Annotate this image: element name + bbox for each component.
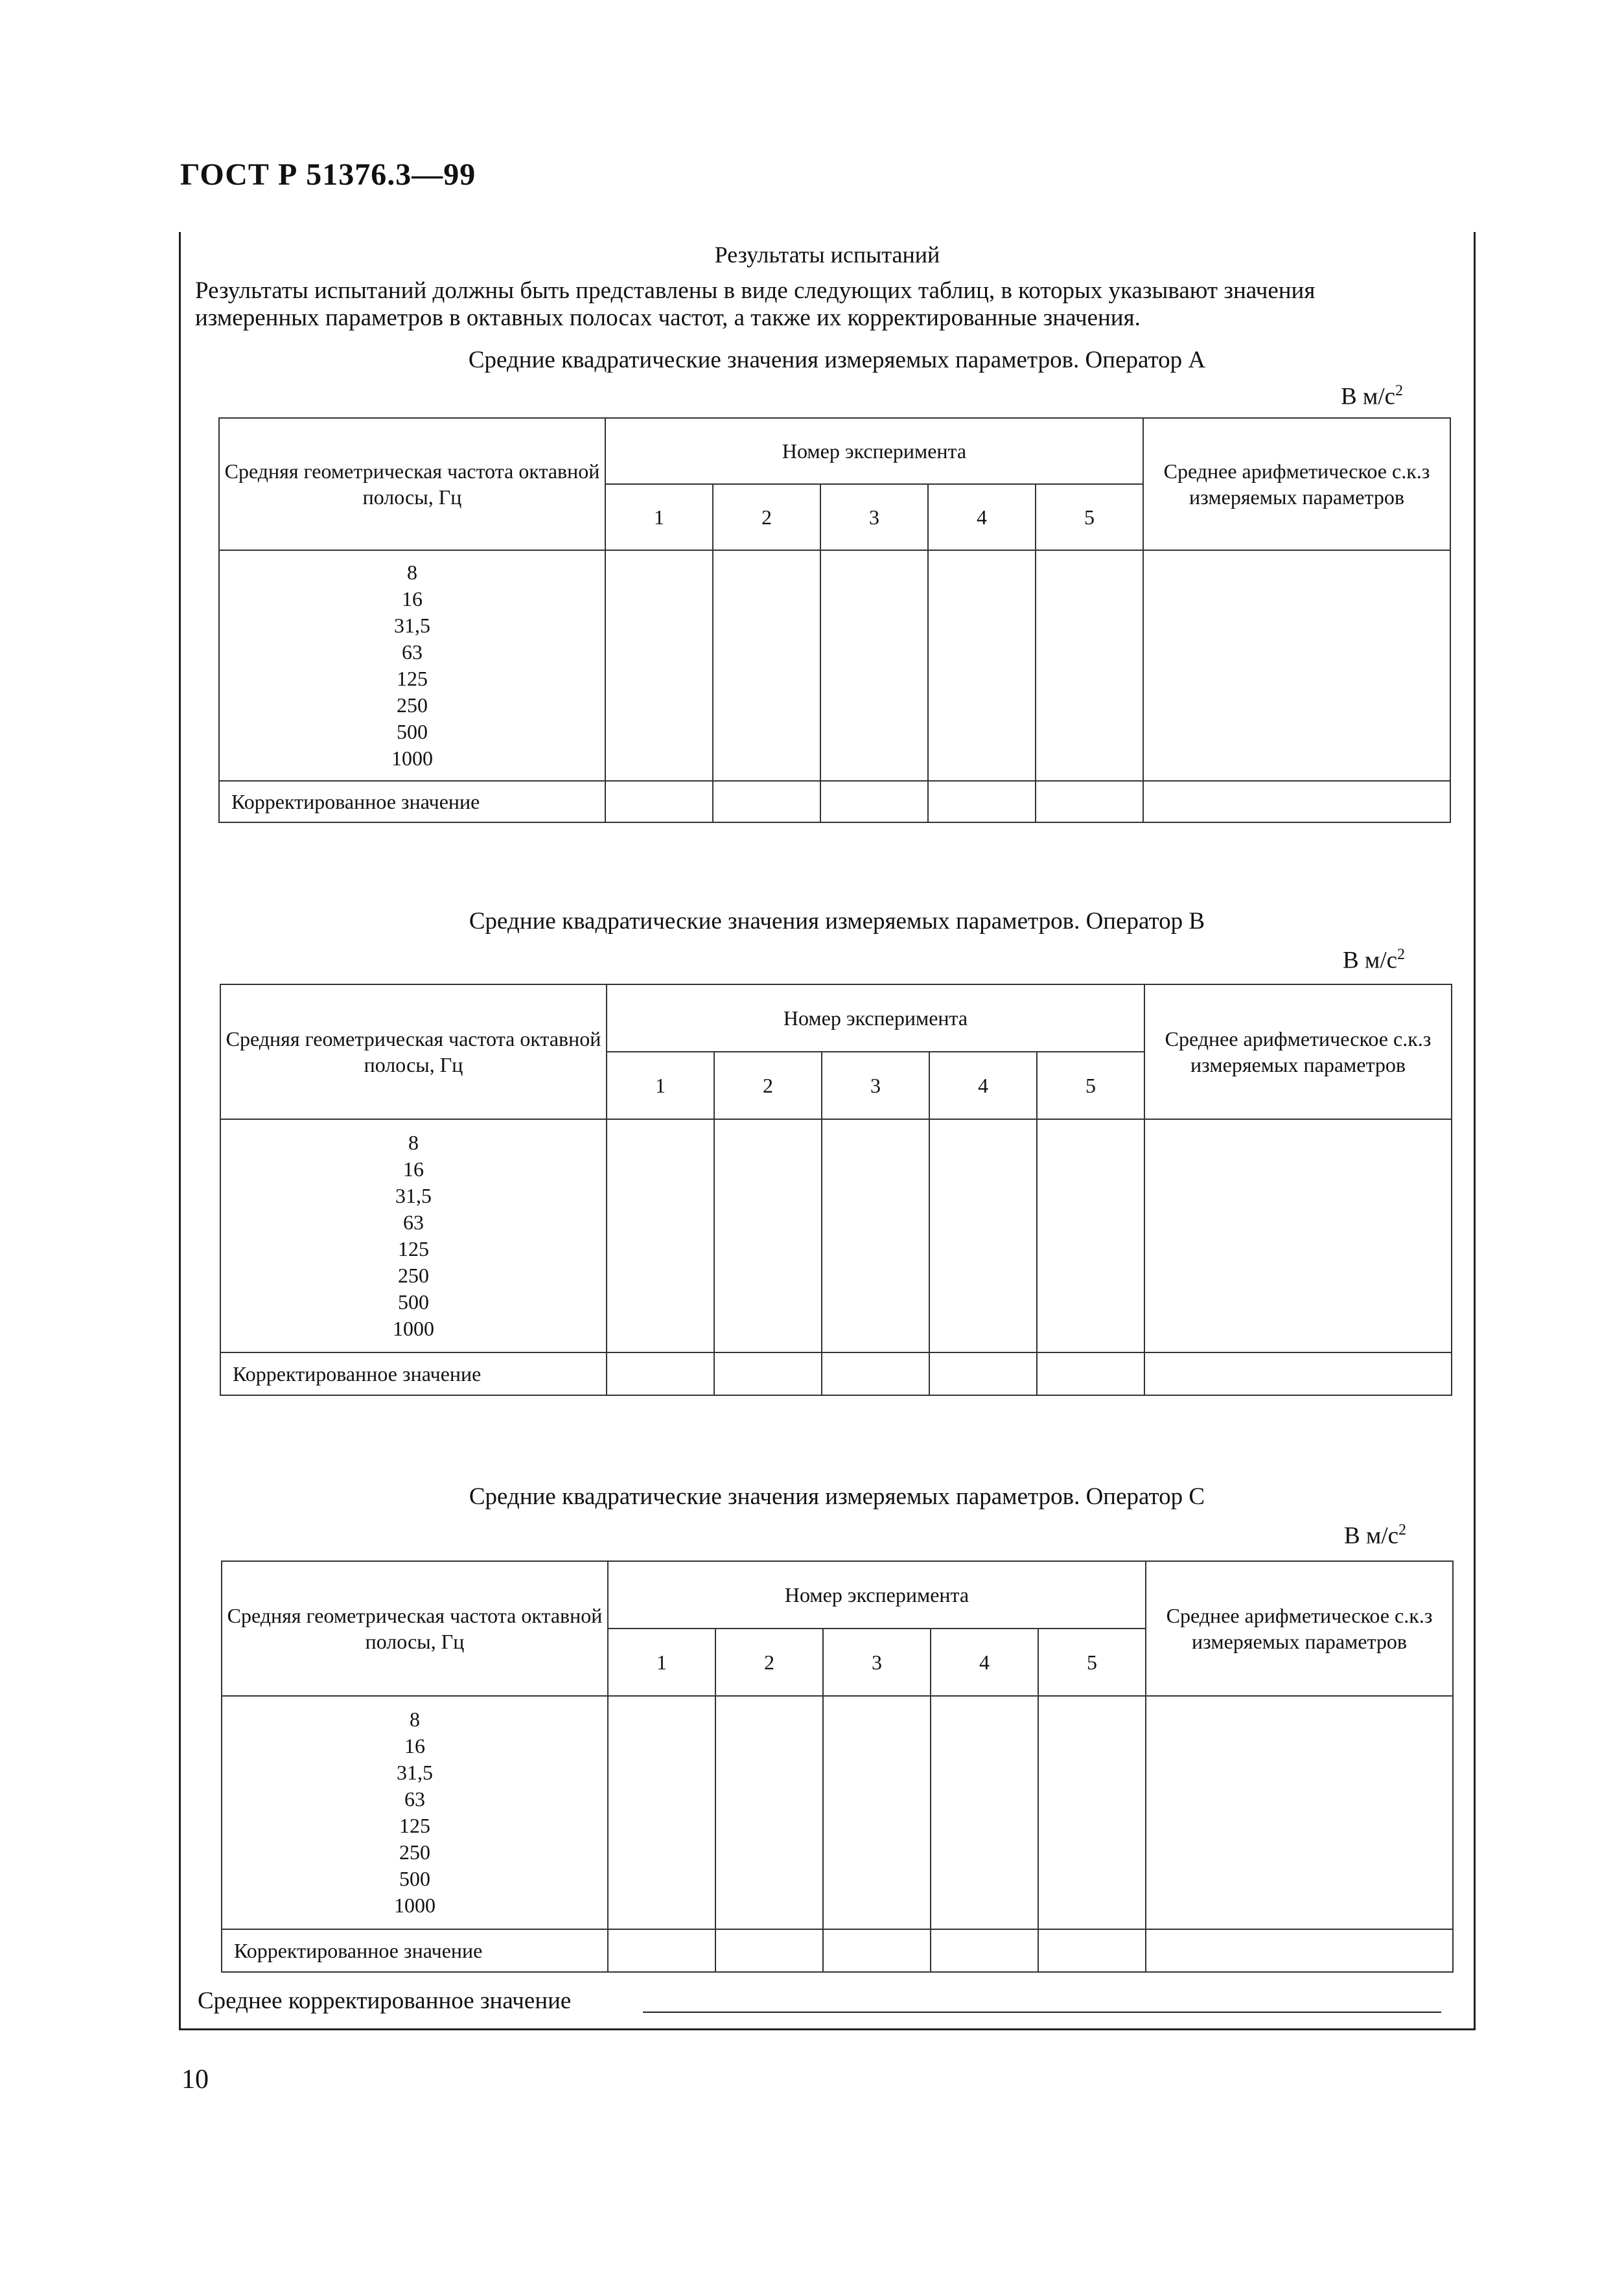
average-column-header: Среднее арифметическое с.к.з измеряемых параметров	[1146, 1561, 1453, 1696]
experiment-number: 1	[608, 1629, 715, 1696]
average-column-header: Среднее арифметическое с.к.з измеряемых параметров	[1144, 984, 1452, 1119]
table-caption-a: Средние квадратические значения измеряемых параметров. Оператор А	[468, 347, 1206, 373]
results-table-operator-b	[220, 984, 1452, 1396]
value-cell	[1037, 1119, 1144, 1352]
unit-label-c: В $м/с^2$	[1344, 1522, 1407, 1549]
value-cell	[823, 1696, 931, 1929]
experiment-number: 4	[929, 1052, 1037, 1119]
value-cell	[931, 1696, 1038, 1929]
experiment-header: Номер эксперимента	[605, 418, 1143, 484]
value-cell	[715, 1929, 823, 1972]
corrected-label: Корректированное значение	[220, 1352, 607, 1395]
average-column-header: Среднее арифметическое с.к.з измеряемых параметров	[1143, 418, 1450, 550]
experiment-number: 4	[931, 1629, 1038, 1696]
results-table-operator-a	[218, 417, 1451, 823]
value-cell	[822, 1119, 929, 1352]
average-cell	[1146, 1696, 1453, 1929]
intro-line-2: измеренных параметров в октавных полосах частот, а также их корректированные значения.	[195, 305, 1141, 331]
value-cell	[820, 550, 928, 781]
experiment-number: 5	[1037, 1052, 1144, 1119]
value-cell	[823, 1929, 931, 1972]
average-cell	[1144, 1119, 1452, 1352]
summary-label: Среднее корректированное значение	[198, 1988, 572, 2014]
page-number: 10	[181, 2065, 209, 2094]
freq-column-header: Средняя геометрическая частота октавной полосы, Гц	[220, 984, 607, 1119]
value-cell	[929, 1119, 1037, 1352]
value-cell	[607, 1119, 714, 1352]
experiment-number: 4	[928, 484, 1036, 550]
section-heading: Результаты испытаний	[714, 242, 940, 268]
value-cell	[605, 781, 713, 822]
intro-line-1: Результаты испытаний должны быть представлены в виде следующих таблиц, в которых указывают значения	[195, 277, 1316, 304]
value-cell	[1036, 781, 1143, 822]
value-cell	[715, 1696, 823, 1929]
freq-column-header: Средняя геометрическая частота октавной полосы, Гц	[222, 1561, 608, 1696]
freq-column-header: Средняя геометрическая частота октавной полосы, Гц	[219, 418, 605, 550]
value-cell	[713, 550, 820, 781]
frequency-list: 8 16 31,5 63 125 250 500 1000	[222, 1696, 608, 1929]
average-cell	[1144, 1352, 1452, 1395]
value-cell	[1038, 1696, 1146, 1929]
average-cell	[1143, 781, 1450, 822]
experiment-number: 2	[715, 1629, 823, 1696]
value-cell	[714, 1119, 822, 1352]
value-cell	[1038, 1929, 1146, 1972]
average-cell	[1143, 550, 1450, 781]
experiment-number: 3	[820, 484, 928, 550]
frequency-list: 8 16 31,5 63 125 250 500 1000	[219, 550, 605, 781]
unit-label-b: В $м/с^2$	[1343, 946, 1406, 974]
value-cell	[713, 781, 820, 822]
value-cell	[1036, 550, 1143, 781]
value-cell	[607, 1352, 714, 1395]
value-cell	[931, 1929, 1038, 1972]
value-cell	[928, 781, 1036, 822]
experiment-number: 1	[607, 1052, 714, 1119]
results-table-operator-c	[221, 1560, 1454, 1973]
value-cell	[605, 550, 713, 781]
value-cell	[608, 1696, 715, 1929]
experiment-number: 2	[713, 484, 820, 550]
table-caption-b: Средние квадратические значения измеряемых параметров. Оператор В	[469, 908, 1205, 934]
corrected-label: Корректированное значение	[222, 1929, 608, 1972]
table-caption-c: Средние квадратические значения измеряемых параметров. Оператор С	[469, 1483, 1205, 1510]
average-cell	[1146, 1929, 1453, 1972]
experiment-number: 2	[714, 1052, 822, 1119]
content-frame	[179, 232, 1476, 2030]
value-cell	[820, 781, 928, 822]
experiment-header: Номер эксперимента	[607, 984, 1144, 1052]
experiment-number: 3	[822, 1052, 929, 1119]
value-cell	[1037, 1352, 1144, 1395]
frequency-list: 8 16 31,5 63 125 250 500 1000	[220, 1119, 607, 1352]
value-cell	[822, 1352, 929, 1395]
experiment-header: Номер эксперимента	[608, 1561, 1146, 1629]
document-id: ГОСТ Р 51376.3—99	[180, 157, 476, 192]
corrected-label: Корректированное значение	[219, 781, 605, 822]
summary-blank-line	[643, 2012, 1441, 2013]
value-cell	[928, 550, 1036, 781]
experiment-number: 5	[1038, 1629, 1146, 1696]
value-cell	[929, 1352, 1037, 1395]
unit-label-a: В $м/с^2$	[1341, 382, 1404, 410]
value-cell	[608, 1929, 715, 1972]
value-cell	[714, 1352, 822, 1395]
experiment-number: 1	[605, 484, 713, 550]
experiment-number: 5	[1036, 484, 1143, 550]
experiment-number: 3	[823, 1629, 931, 1696]
